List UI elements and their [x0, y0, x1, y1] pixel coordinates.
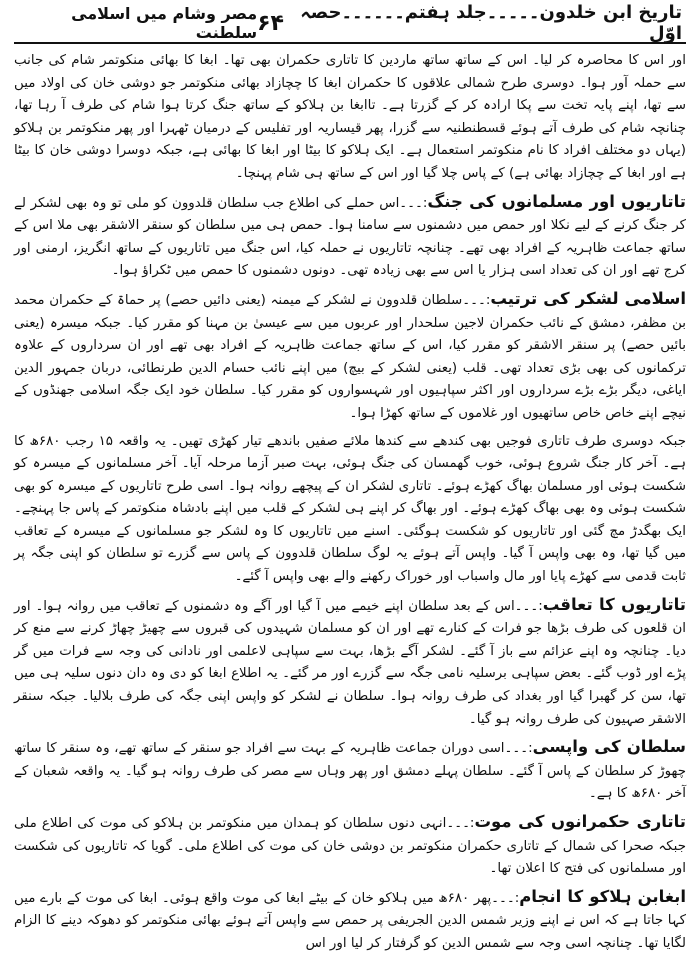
section-heading: سلطان کی واپسی: [532, 737, 687, 757]
page-number: ۶۴: [257, 10, 284, 36]
paragraph: [14, 736, 686, 806]
section-heading: ابغابن ہلاکو کا انجام: [519, 886, 686, 906]
paragraph: [14, 811, 686, 881]
paragraph-text: :۔۔۔اس حملے کی اطلاع جب سلطان قلدوون کو ملی تو وہ بھی لشکر لے کر جنگ کرنے کے لیے نکلا اور حمص میں دشمنوں سے سامنا ہوا۔ حمص ہی میں سلطان کو سنقر الاشقر بھی ملا اس کے ساتھ جماعت ظاہریہ کے افراد بھی تھے۔ چنانچہ تاتاریوں نے حملہ کیا، اس جنگ میں تاتاریوں کے ساتھ انگریز، ارمنی اور کرج تھے اور ان کی تعداد اسی ہزار یا اس سے بھی زیادہ تھی۔ دونوں دشمنوں کا حمص میں ٹکراؤ ہوا۔: [14, 195, 686, 279]
page-body: [14, 50, 686, 956]
paragraph-text: جبکہ دوسری طرف تاتاری فوجیں بھی کندھے سے کندھا ملائے صفیں باندھے تیار کھڑی تھیں۔ یہ واقعہ ۱۵ رجب ۶۸۰ھ کا ہے۔ آخر کار جنگ شروع ہوئی، خوب گھمسان کی جنگ ہوئی، بہت صبر آزما مرحلہ آیا۔ آخر مسلمانوں کے میسرہ کو شکست ہوئی اور مسلمان بھاگ کھڑے ہوئے۔ تاتاری لشکر ان کے پیچھے روانہ ہوا۔ اسی طرح تاتاریوں کے میسرہ کو بھی شکست ہوئی وہ بھی بھاگ کھڑے ہوئے۔ اور بھاگ کر اپنے ہی لشکر کے قلب میں اپنے بادشاہ منکوتمر کے پاس جا پہنچے۔ ایک بھگدڑ مچ گئی اور تاتاریوں کو شکست ہوگئی۔ اسنے میں تاتاریوں کا وہ لشکر جو مسلمانوں کے میسرہ کے تعاقب میں گیا تھا، وہ بھی واپس آ گیا۔ واپس آتے ہوئے یہ لوگ سلطان قلدوون کے پاس سے گزرے تو سلطان کو اپنی جگہ پر ثابت قدمی سے کھڑے پایا اور مال واسباب اور خوراک رکھنے والے بھی واپس آ گئے۔: [14, 433, 687, 585]
section-heading: تاتاری حکمرانوں کی موت: [474, 812, 686, 831]
paragraph: [14, 288, 686, 426]
page-header: [14, 2, 686, 44]
section-title: مصر وشام میں اسلامی سلطنت: [71, 4, 258, 42]
section-heading: اسلامی لشکر کی ترتیب: [490, 288, 686, 308]
section-heading: تاتاریوں اور مسلمانوں کی جنگ: [427, 191, 686, 211]
paragraph-text: :۔۔۔اس کے بعد سلطان اپنے خیمے میں آ گیا اور آگے وہ دشمنوں کے تعاقب میں روانہ ہوا۔ اور ان قلعوں کی طرف بڑھا جو فرات کے کنارے تھے اور ان کو مسلمان شہیدوں کی قبروں سے چھیڑ چھاڑ کرنے سے منع کر دیا۔ چنانچہ وہ اپنے عزائم سے باز آ گئے۔ لشکر آگے بڑھا، بہت سے سپاہی لاعلمی اور نادانی کی وجہ سے فرات میں گر پڑے اور ڈوب گئے۔ بعض سپاہی برسلیہ نامی جگہ سے گزرے اور مر گئے۔ یہ اطلاع ابغا کو دی وہ دان دنوں سلیہ ہی میں تھا، سن کر گھبرا گیا اور بغداد کی طرف روانہ ہوا۔ سلطان نے لشکر کو واپس اپنی جگہ کی طرف بلالیا۔ جبکہ سنقر الاشقر صہیون کی طرف روانہ ہو گیا۔: [14, 598, 686, 727]
paragraph-text: :۔۔۔سلطان قلدوون نے لشکر کے میمنہ (یعنی دائیں حصے) پر حماۃ کے حکمران محمد بن مظفر، دمشق کے نائب حکمران لاجین سلحدار اور عربوں میں سے عیسیٰ بن مہنا کو مقرر کیا۔ جبکہ میسرہ (یعنی بائیں حصے) پر سنقر الاشقر کو مقرر کیا، اس کے ساتھ جماعت ظاہریہ کے افراد بھی تھے اور ان سرداروں کے علاوہ ترکمانوں کی بھی بڑی تعداد تھی۔ قلب (یعنی لشکر کے بیچ) میں اپنے نائب حسام الدین طرنطائی، دربان جمہور الدین ایاغی، دیگر بڑے بڑے سرداروں اور اکثر سپاہیوں اور شہسواروں کو مقرر کیا۔ سلطان خود ایک جگہ اسلامی جھنڈوں کے نیچے اپنے خاص خاص ساتھیوں اور غلاموں کے ساتھ کھڑا ہوا۔: [14, 292, 686, 421]
paragraph: [14, 50, 686, 186]
section-heading: تاتاریوں کا تعاقب: [542, 594, 686, 614]
paragraph: [14, 191, 686, 283]
paragraph-text: :۔۔۔اسی دوران جماعت ظاہریہ کے بہت سے افراد جو سنقر کے ساتھ تھے، وہ سنقر کا ساتھ چھوڑ کر سلطان کے پاس آ گئے۔ سلطان پہلے دمشق اور پھر وہاں سے مصر کی طرف روانہ ہو گیا۔ یہ واقعہ شعبان کے آخر ۶۸۰ھ کا ہے۔: [14, 741, 686, 802]
paragraph-text: اور اس کا محاصرہ کر لیا۔ اس کے ساتھ ساتھ ماردین کا تاتاری حکمران بھی تھا۔ ابغا کا بھائی منکوتمر شام کی جانب سے حملہ آور ہوا۔ دوسری طرح شمالی علاقوں کا حکمران ابغا کا چچازاد بھائی منکوتمر جو دوشی خان کی اولاد میں سے تھا، اپنے پایہ تخت سے پکا ارادہ کر کے گزرتا ہے۔ تاابغا بن ہلاکو کے ساتھ جنگ کرتا ہوا شام کی طرف آ رہا تھا، چنانچہ شام کی طرف آتے ہوئے قسطنطنیہ سے گزرا، پھر قیساریہ اور تفلیس کے درمیان ٹھہرا اور پھر منکوتمر بن ہلاکو (یہاں دو مختلف افراد کا نام منکوتمر استعمال ہے۔ ایک ہلاکو کا بیٹا اور ابغا کا بھائی ہے، جبکہ دوسرا دوشی خان کا بیٹا ہے اور ابغا کے چچازاد بھائی ہے) کے پاس چلا گیا اور اس کے ساتھ ہی شام پہنچا۔: [14, 53, 686, 181]
paragraph: [14, 431, 686, 589]
book-title: تاریخ ابن خلدون۔۔۔۔۔جلد ہفتم۔۔۔۔۔۔حصہ اوّل: [300, 2, 682, 44]
paragraph-text: :۔۔۔انہی دنوں سلطان کو ہمدان میں منکوتمر بن ہلاکو کی موت کی اطلاع ملی جبکہ صحرا کی شمال کے تاتاری حکمران منکوتمر بن دوشی خان کی موت کی اطلاع ملی۔ گویا کہ تاتاریوں کی شکست اور مسلمانوں کی فتح کا اعلان تھا۔: [14, 816, 686, 877]
paragraph-text: :۔۔۔پھر ۶۸۰ھ میں ہلاکو خان کے بیٹے ابغا کی موت واقع ہوئی۔ ابغا کی موت کے بارے میں کہا جاتا ہے کہ اس نے اپنے وزیر شمس الدین الجریفی پر حمص سے واپس آتے ہوئے بھائی منکوتمر کو دھوکہ دینے کا الزام لگایا تھا۔ چنانچہ اسی وجہ سے شمس الدین کو گرفتار کر لیا اور اس: [14, 890, 686, 951]
paragraph: [14, 886, 686, 956]
paragraph: [14, 594, 686, 732]
